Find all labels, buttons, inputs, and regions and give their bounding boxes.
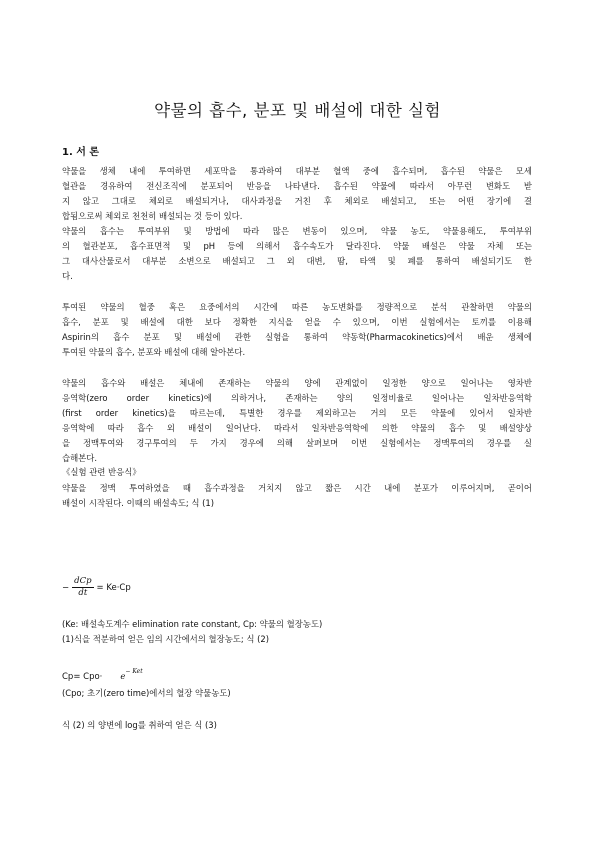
section-heading-introduction: 1. 서 론 <box>62 147 100 158</box>
equation-2-intro: (1)식을 적분하여 얻은 임의 시간에서의 혈장농도; 식 (2) <box>62 634 269 644</box>
equation-1-note: (Ke: 배설속도계수 elimination rate constant, Cp: 약물의 혈장농도) <box>62 619 323 629</box>
fraction-denominator: dt <box>78 588 88 598</box>
fraction-numerator: dCp <box>74 576 92 586</box>
equation-2-note: (Cpo; 초기(zero time)에서의 혈장 약물농도) <box>62 688 231 698</box>
equation-lhs: Cp= Cpo· <box>62 671 103 682</box>
equation-2 <box>62 670 143 682</box>
paragraph-line: 합됨으로써 체외로 천천히 배설되는 것 등이 있다. <box>62 211 243 221</box>
paragraph-line: 약물의 흡수와 배설은 체내에 존재하는 약물의 양에 관계없이 일정한 양으로 일어나는 영차반 <box>62 378 532 388</box>
equation-fraction <box>72 576 93 599</box>
paragraph-iv-elimination <box>62 481 532 511</box>
paragraph-line: 응역학(zero order kinetics)에 의하거나, 존재하는 양의 일정비율로 일어나는 일차반응역학 <box>62 393 532 403</box>
paragraph-line: 응역학에 따라 흡수 외 배설이 일어난다. 따라서 일차반응역학에 의한 약물의 흡수 및 배설양상 <box>62 423 532 433</box>
paragraph-line: 배설이 시작된다. 이때의 배설속도; 식 (1) <box>62 498 215 508</box>
reaction-heading: 《실험 관련 반응식》 <box>62 467 141 477</box>
paragraph-line: 을 정맥투여와 경구투여의 두 가지 경우에 의해 살펴보며 이번 실험에서는 정맥투여의 경우를 실 <box>62 438 532 448</box>
equation-exp-base: e <box>120 671 126 682</box>
equation-rhs: = Ke·Cp <box>96 582 131 593</box>
equation-exponent: − Ket <box>125 668 143 675</box>
document-title: 약물의 흡수, 분포 및 배설에 대한 실험 <box>154 101 441 120</box>
equation-3-intro: 식 (2) 의 양변에 log를 취하여 얻은 식 (3) <box>62 720 217 730</box>
paragraph-line: 의 혈관분포, 흡수표면적 및 pH 등에 의해서 흡수속도가 달라진다. 약물 배설은 약물 자체 또는 <box>62 241 532 251</box>
paragraph-line: 약물을 생체 내에 투여하면 세포막을 통과하여 대부분 혈액 중에 흡수되며, 흡수된 약물은 모세 <box>62 166 532 176</box>
equation-minus-sign: − <box>62 582 70 593</box>
paragraph-absorption-intro <box>62 164 532 224</box>
paragraph-line: Aspirin의 흡수 분포 및 배설에 관한 실험을 통하여 약동학(Pharmacokinetics)에서 배운 생체에 <box>62 332 532 342</box>
paragraph-absorption-factors <box>62 224 532 284</box>
paragraph-line: (first order kinetics)을 따르는데, 특별한 경우를 제외하고는 거의 모든 약물에 있어서 일차반 <box>62 408 532 418</box>
paragraph-line: 습해본다. <box>62 453 98 463</box>
paragraph-kinetics <box>62 376 532 466</box>
paragraph-line: 다. <box>62 271 73 281</box>
paragraph-line: 혈관을 경유하여 전신조직에 분포되어 반응을 나타낸다. 흡수된 약물에 따라서 아무런 변화도 받 <box>62 181 532 191</box>
paragraph-line: 약물을 정맥 투여하였을 때 흡수과정을 거치지 않고 짧은 시간 내에 분포가 이루어지며, 곧이어 <box>62 483 532 493</box>
paragraph-line: 투여된 약물의 흡수, 분포와 배설에 대해 알아본다. <box>62 347 246 357</box>
paragraph-experiment-purpose <box>62 300 532 360</box>
paragraph-line: 투여된 약물의 혈중 혹은 요중에서의 시간에 따른 농도변화를 정량적으로 분석 관찰하면 약물의 <box>62 302 532 312</box>
paragraph-line: 그 대사산물로서 대부분 소변으로 배설되고 그 외 대변, 땀, 타액 및 폐를 통하여 배설되기도 한 <box>62 256 532 266</box>
paragraph-line: 약물의 흡수는 투여부위 및 방법에 따라 많은 변동이 있으며, 약물 농도, 약물용해도, 투여부위 <box>62 226 532 236</box>
equation-1 <box>62 576 131 599</box>
paragraph-line: 지 않고 그대로 체외로 배설되거나, 대사과정을 거친 후 체외로 배설되고, 또는 어떤 장기에 결 <box>62 196 532 206</box>
paragraph-line: 흡수, 분포 및 배설에 대한 보다 정확한 지식을 얻을 수 있으며, 이번 실험에서는 토끼를 이용해 <box>62 317 532 327</box>
